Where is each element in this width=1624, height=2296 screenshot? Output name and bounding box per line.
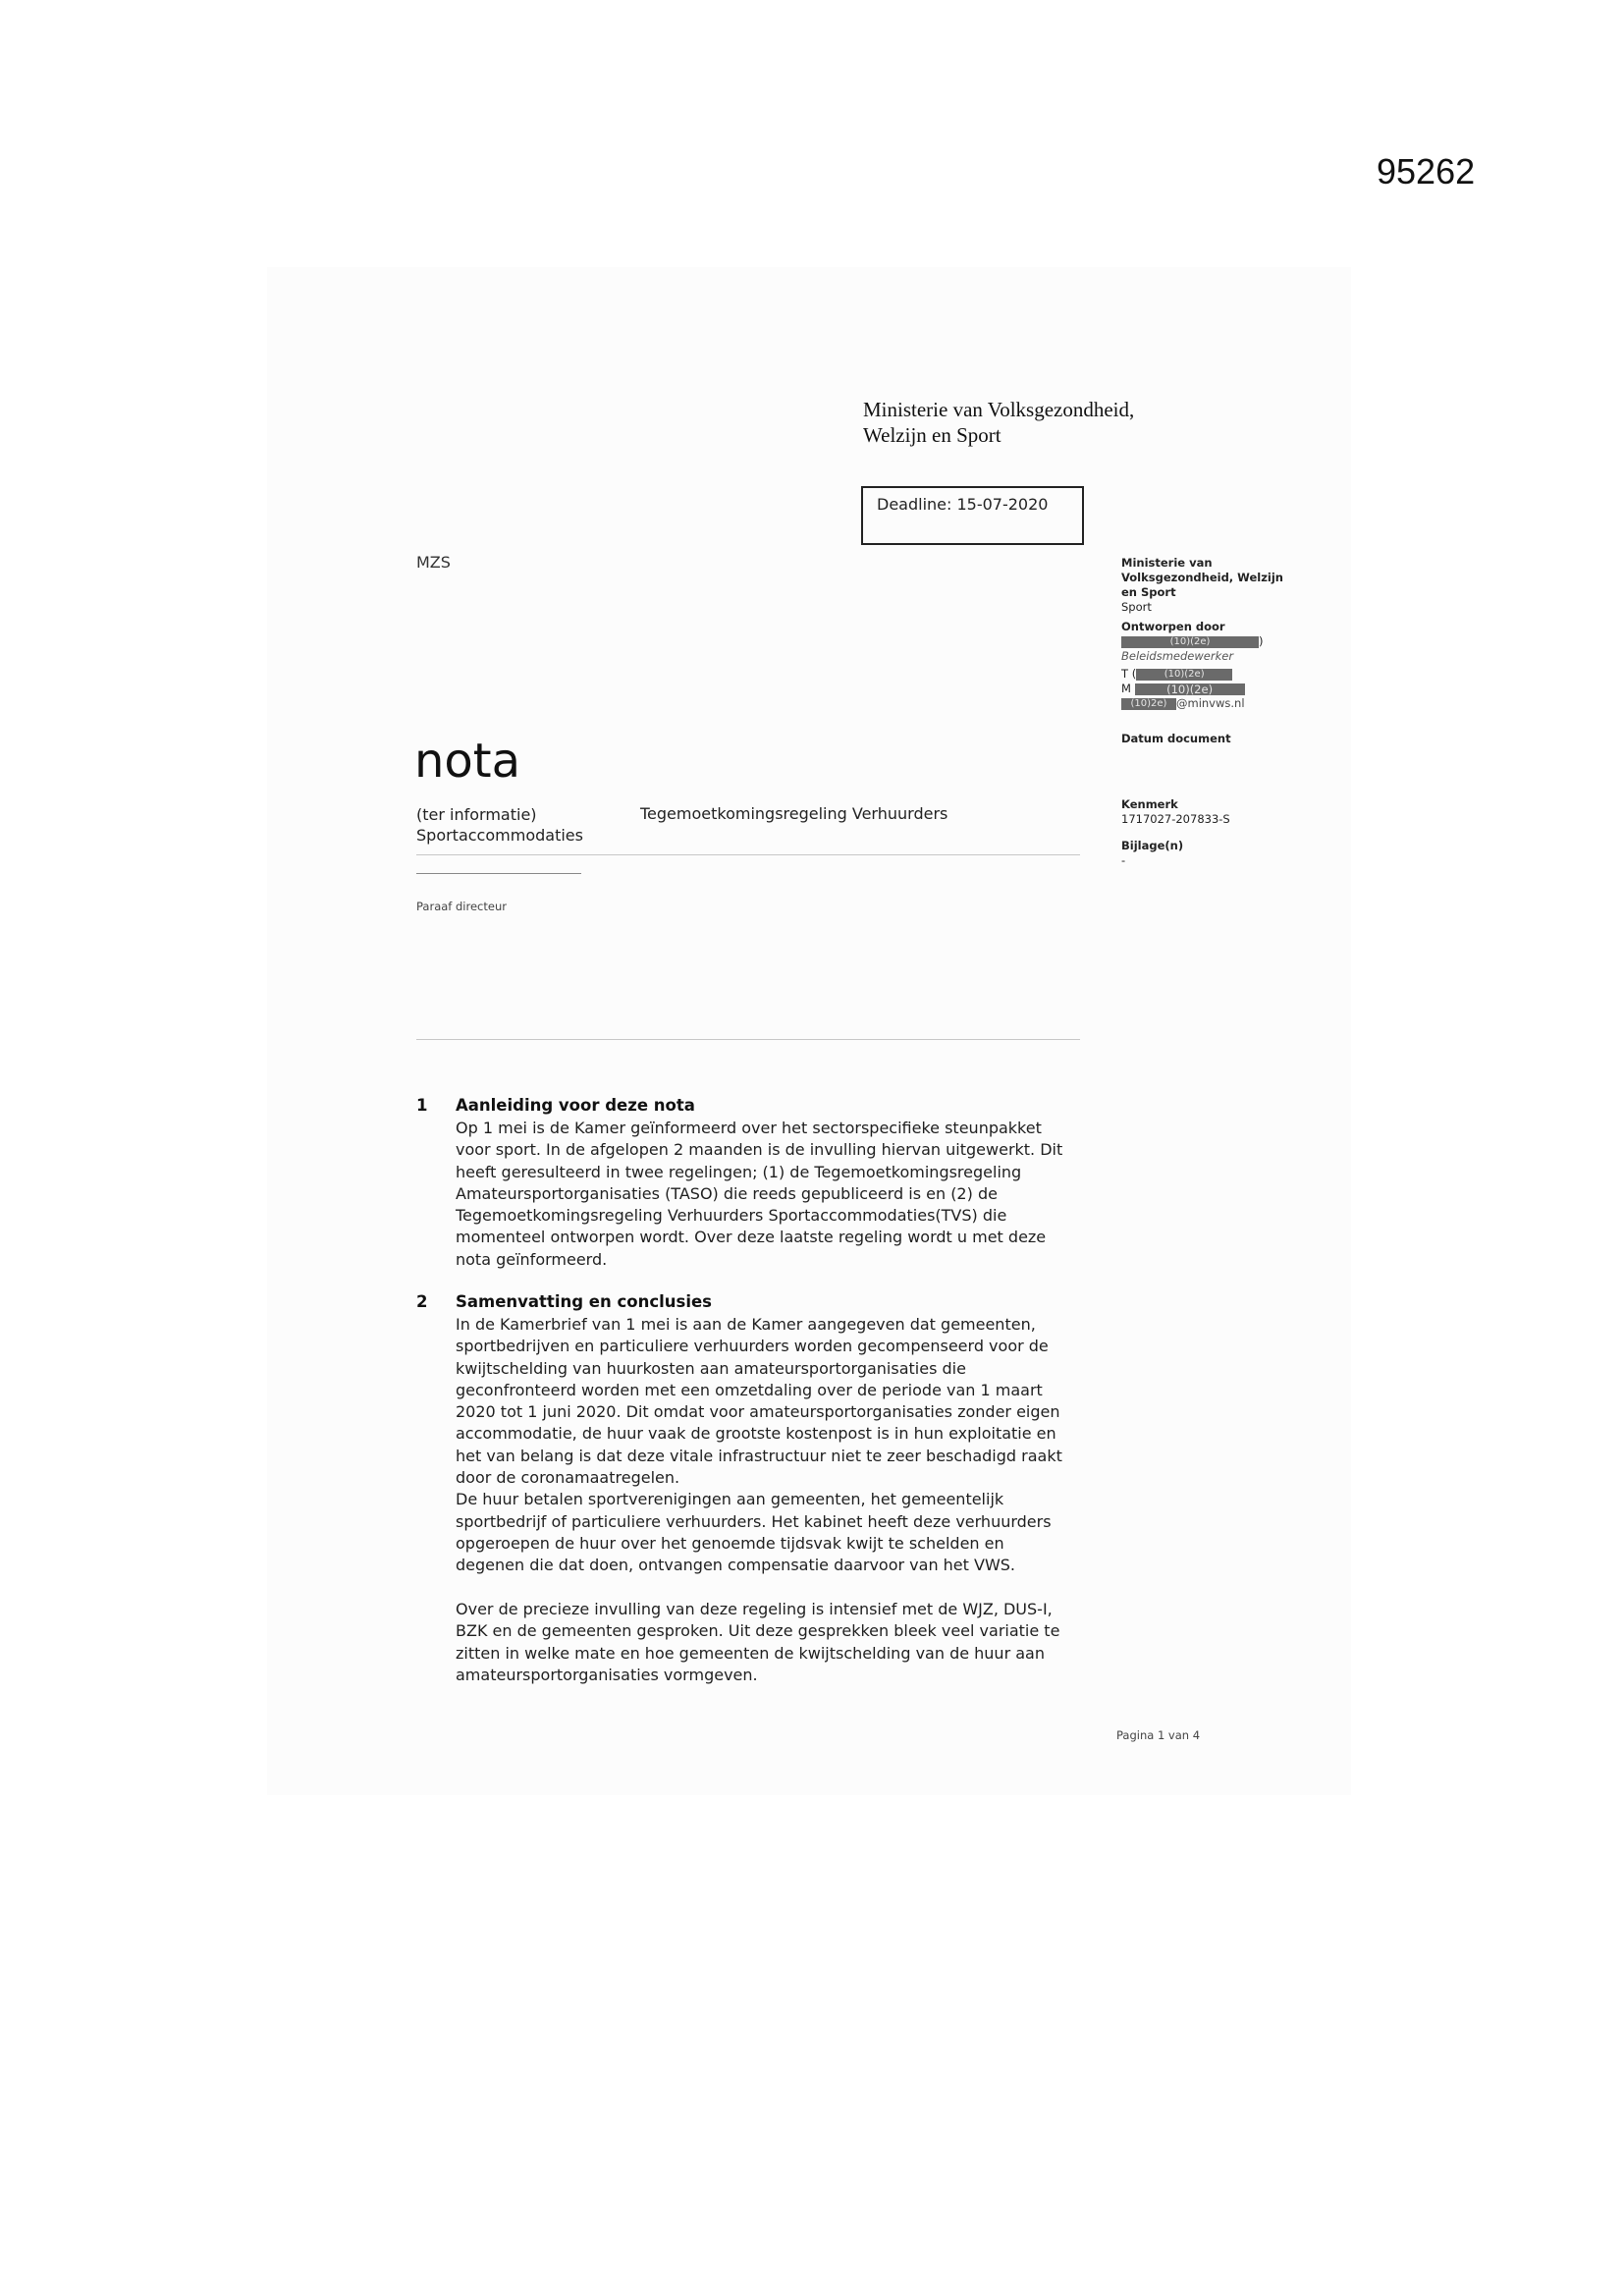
deadline-text: Deadline: 15-07-2020: [877, 495, 1049, 514]
redacted-name: (10)(2e): [1121, 636, 1259, 648]
sidebar-email-row: [1121, 696, 1318, 711]
sidebar-date-label: Datum document: [1121, 732, 1231, 745]
body-line: accommodatie, de huur vaak de grootste kostenpost is in hun exploitatie en: [456, 1424, 1056, 1444]
ministry-logo: [863, 397, 1134, 448]
paraaf-label: Paraaf directeur: [416, 900, 507, 913]
addressee: MZS: [416, 553, 451, 572]
body-line: nota geïnformeerd.: [456, 1249, 608, 1269]
body-line: door de coronamaatregelen.: [456, 1468, 680, 1488]
sidebar-org-line1: Ministerie van: [1121, 556, 1213, 570]
body-line: De huur betalen sportverenigingen aan gemeenten, het gemeentelijk: [456, 1490, 1004, 1509]
sidebar-reference-label: Kenmerk: [1121, 797, 1178, 811]
body-line: Op 1 mei is de Kamer geïnformeerd over het sectorspecifieke steunpakket: [456, 1119, 1042, 1137]
document-type: [416, 804, 583, 846]
body-line: geconfronteerd worden met een omzetdaling over de periode van 1 maart: [456, 1380, 1043, 1399]
body-line: Over de precieze invulling van deze regeling is intensief met de WJZ, DUS-I,: [456, 1600, 1053, 1618]
redacted-mobile: (10)(2e): [1135, 683, 1245, 695]
sidebar-role: Beleidsmedewerker: [1121, 649, 1234, 663]
sidebar-department: Sport: [1121, 600, 1152, 614]
body-line: sportbedrijf of particuliere verhuurders. Het kabinet heeft deze verhuurders: [456, 1511, 1052, 1531]
section-body: [456, 1314, 1062, 1577]
sidebar-mobile-row: [1121, 682, 1318, 696]
body-line: zitten in welke mate en hoe gemeenten de kwijtschelding van de huur aan: [456, 1643, 1045, 1663]
section-number: 1: [416, 1096, 428, 1115]
page-footer: Pagina 1 van 4: [1116, 1728, 1201, 1742]
body-line: degenen die dat doen, ontvangen compensatie daarvoor van het VWS.: [456, 1556, 1016, 1575]
sidebar-org-line3: en Sport: [1121, 585, 1176, 599]
body-line: het van belang is dat deze vitale infrastructuur niet te zeer beschadigd raakt: [456, 1446, 1062, 1465]
sidebar-org-line2: Volksgezondheid, Welzijn: [1121, 571, 1283, 584]
document-title: nota: [414, 734, 521, 789]
redacted-email: (10)2e): [1121, 698, 1176, 710]
section-number: 2: [416, 1292, 428, 1311]
body-line: Tegemoetkomingsregeling Verhuurders Sportaccommodaties(TVS) die: [456, 1206, 1007, 1226]
sidebar-phone-row: [1121, 667, 1318, 682]
body-line: amateursportorganisaties vormgeven.: [456, 1665, 758, 1684]
phone-paren-open: (: [1131, 667, 1137, 681]
body-line: momenteel ontworpen wordt. Over deze laatste regeling wordt u met deze: [456, 1228, 1047, 1247]
sidebar-drafter-row: [1121, 634, 1318, 649]
sidebar-reference-value: 1717027-207833-S: [1121, 812, 1230, 826]
body-line: heeft geresulteerd in twee regelingen; (1) de Tegemoetkomingsregeling: [456, 1162, 1022, 1181]
body-line: kwijtschelding van huurkosten aan amateursportorganisaties die: [456, 1358, 966, 1378]
section-body-paragraph: [456, 1599, 1059, 1686]
header-divider: [416, 854, 1080, 855]
paraaf-divider: [416, 1039, 1080, 1040]
section-heading: Samenvatting en conclusies: [456, 1292, 712, 1311]
sidebar-paren-close: ): [1259, 634, 1264, 648]
body-line: voor sport. In de afgelopen 2 maanden is de invulling hiervan uitgewerkt. Dit: [456, 1140, 1063, 1160]
section-heading: Aanleiding voor deze nota: [456, 1096, 695, 1115]
body-line: In de Kamerbrief van 1 mei is aan de Kamer aangegeven dat gemeenten,: [456, 1315, 1036, 1334]
document-number: 95262: [1377, 151, 1476, 191]
body-line: BZK en de gemeenten gesproken. Uit deze gesprekken bleek veel variatie te: [456, 1621, 1060, 1641]
body-line: 2020 tot 1 juni 2020. Dit omdat voor amateursportorganisaties zonder eigen: [456, 1402, 1060, 1422]
phone-prefix: T: [1121, 667, 1129, 681]
ministry-logo-line2: Welzijn en Sport: [863, 423, 1001, 447]
email-suffix: @minvws.nl: [1176, 696, 1245, 710]
section-body: [456, 1118, 1062, 1271]
sidebar-drafted-by-label: Ontworpen door: [1121, 620, 1225, 633]
body-line: sportbedrijven en particuliere verhuurders worden gecompenseerd voor de: [456, 1337, 1049, 1356]
sidebar-metadata: [1121, 556, 1318, 868]
sidebar-attachments-value: -: [1121, 853, 1126, 867]
body-line: opgeroepen de huur over het genoemde tijdsvak kwijt te schelden en: [456, 1533, 1004, 1553]
paraaf-signature-line: [416, 873, 581, 874]
ministry-logo-line1: Ministerie van Volksgezondheid,: [863, 398, 1135, 421]
sidebar-attachments-label: Bijlage(n): [1121, 839, 1184, 852]
redacted-phone: (10)(2e): [1136, 669, 1232, 681]
mobile-prefix: M: [1121, 682, 1131, 695]
document-type-line2: Sportaccommodaties: [416, 826, 583, 845]
document-subject: Tegemoetkomingsregeling Verhuurders: [640, 804, 948, 823]
body-line: Amateursportorganisaties (TASO) die reeds gepubliceerd is en (2) de: [456, 1183, 998, 1203]
document-type-line1: (ter informatie): [416, 805, 537, 824]
